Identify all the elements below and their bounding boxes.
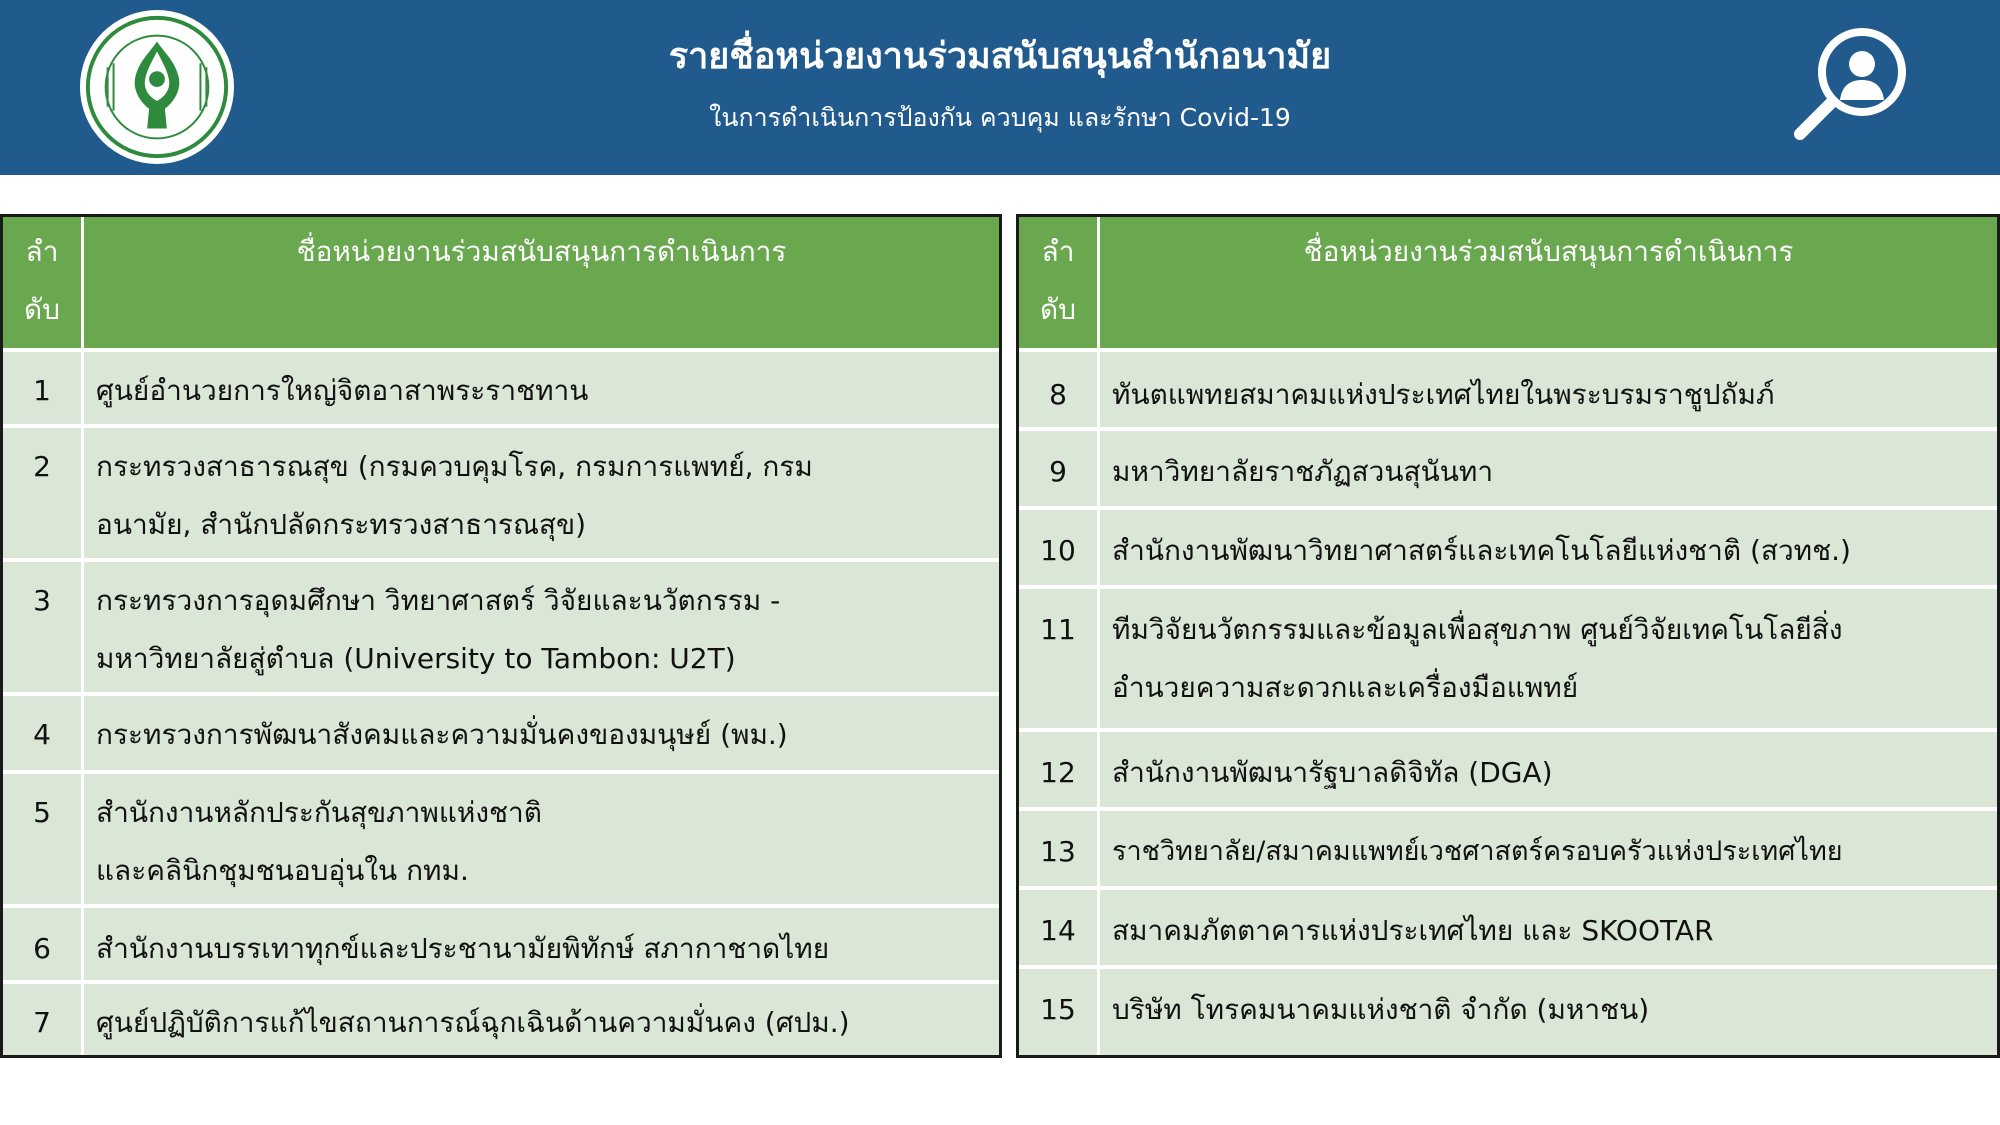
- agency-name: สมาคมภัตตาคารแห่งประเทศไทย และ SKOOTAR: [1112, 914, 1714, 947]
- page-subtitle: ในการดำเนินการป้องกัน ควบคุม และรักษา Covid-19: [709, 103, 1291, 132]
- row-number: 13: [1040, 835, 1076, 868]
- row-number: 9: [1049, 455, 1067, 488]
- table-row: [3, 770, 999, 904]
- column-divider: [81, 696, 84, 770]
- column-header-number: ลำ ดับ: [24, 235, 60, 326]
- row-number: 7: [33, 1006, 51, 1039]
- agency-name: บริษัท โทรคมนาคมแห่งชาติ จำกัด (มหาชน): [1112, 993, 1650, 1026]
- column-header-name: ชื่อหน่วยงานร่วมสนับสนุนการดำเนินการ: [1303, 235, 1794, 268]
- column-divider: [1097, 352, 1100, 427]
- column-divider: [1097, 510, 1100, 585]
- agency-name: กระทรวงสาธารณสุข (กรมควบคุมโรค, กรมการแพทย์, กรม อนามัย, สำนักปลัดกระทรวงสาธารณสุข): [96, 450, 813, 541]
- agency-name: ศูนย์อำนวยการใหญ่จิตอาสาพระราชทาน: [96, 374, 589, 407]
- row-number: 5: [33, 796, 51, 829]
- agency-name: ทีมวิจัยนวัตกรรมและข้อมูลเพื่อสุขภาพ ศูนย์วิจัยเทคโนโลยีสิ่ง อำนวยความสะดวกและเครื่องมือแพทย์: [1112, 613, 1843, 704]
- agency-name: ศูนย์ปฏิบัติการแก้ไขสถานการณ์ฉุกเฉินด้านความมั่นคง (ศปม.): [96, 1006, 850, 1039]
- row-number: 1: [33, 374, 51, 407]
- row-number: 6: [33, 932, 51, 965]
- table-row: [1019, 965, 1997, 1055]
- column-divider: [81, 984, 84, 1055]
- column-divider: [81, 562, 84, 692]
- table-body: [1019, 348, 1997, 1055]
- row-number: 11: [1040, 613, 1076, 646]
- column-header-name: ชื่อหน่วยงานร่วมสนับสนุนการดำเนินการ: [296, 235, 787, 268]
- agency-name: สำนักงานพัฒนารัฐบาลดิจิทัล (DGA): [1112, 756, 1553, 789]
- table-header: [1019, 217, 1997, 348]
- row-number: 2: [33, 450, 51, 483]
- column-divider: [1097, 431, 1100, 506]
- table-row: [1019, 427, 1997, 506]
- table-row: [3, 424, 999, 558]
- table-row: [1019, 807, 1997, 886]
- column-divider: [81, 428, 84, 558]
- table-row: [1019, 585, 1997, 728]
- row-number: 10: [1040, 534, 1076, 567]
- column-divider: [81, 908, 84, 980]
- table-row: [3, 692, 999, 770]
- table-row: [3, 904, 999, 980]
- agency-name: กระทรวงการอุดมศึกษา วิทยาศาสตร์ วิจัยและนวัตกรรม - มหาวิทยาลัยสู่ตำบล (University to Tambon: U2T): [96, 584, 781, 675]
- agency-name: สำนักงานพัฒนาวิทยาศาสตร์และเทคโนโลยีแห่งชาติ (สวทช.): [1112, 534, 1851, 567]
- agency-name: สำนักงานหลักประกันสุขภาพแห่งชาติ และคลินิกชุมชนอบอุ่นใน กทม.: [96, 796, 542, 887]
- right-table: [1016, 214, 2000, 1058]
- table-row: [1019, 348, 1997, 427]
- column-divider: [1097, 732, 1100, 807]
- row-number: 3: [33, 584, 51, 617]
- bangkok-seal-icon: [78, 8, 236, 166]
- agency-name: มหาวิทยาลัยราชภัฏสวนสุนันทา: [1112, 455, 1494, 488]
- table-row: [3, 980, 999, 1055]
- table-row: [3, 558, 999, 692]
- column-divider: [1097, 589, 1100, 728]
- page-header: [0, 0, 2000, 175]
- column-divider: [1097, 811, 1100, 886]
- row-number: 15: [1040, 993, 1076, 1026]
- row-number: 14: [1040, 914, 1076, 947]
- agency-name: ทันตแพทยสมาคมแห่งประเทศไทยในพระบรมราชูปถัมภ์: [1112, 378, 1775, 411]
- table-row: [1019, 728, 1997, 807]
- agency-name: สำนักงานบรรเทาทุกข์และประชานามัยพิทักษ์ สภากาชาดไทย: [96, 932, 830, 965]
- column-divider: [81, 774, 84, 904]
- left-table: [0, 214, 1002, 1058]
- agency-name: ราชวิทยาลัย/สมาคมแพทย์เวชศาสตร์ครอบครัวแห่งประเทศไทย: [1112, 836, 1843, 867]
- column-header-number: ลำ ดับ: [1040, 235, 1076, 326]
- table-body: [3, 348, 999, 1055]
- table-row: [3, 348, 999, 424]
- row-number: 12: [1040, 756, 1076, 789]
- column-divider: [81, 352, 84, 424]
- column-divider: [1097, 890, 1100, 965]
- agency-name: กระทรวงการพัฒนาสังคมและความมั่นคงของมนุษย์ (พม.): [96, 718, 788, 751]
- page-title: รายชื่อหน่วยงานร่วมสนับสนุนสำนักอนามัย: [668, 36, 1332, 77]
- table-row: [1019, 506, 1997, 585]
- table-header: [3, 217, 999, 348]
- table-row: [1019, 886, 1997, 965]
- row-number: 4: [33, 718, 51, 751]
- user-search-icon: [1790, 22, 1914, 146]
- row-number: 8: [1049, 378, 1067, 411]
- column-divider: [1097, 969, 1100, 1055]
